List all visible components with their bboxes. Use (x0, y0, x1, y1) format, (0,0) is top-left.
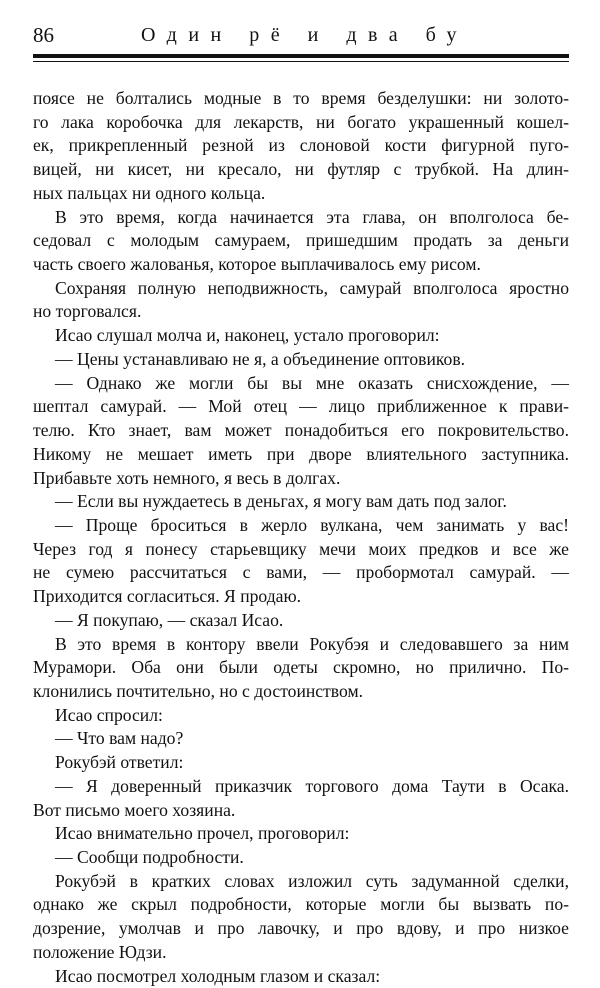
text-line: вицей, ни кисет, ни кресало, ни футляр с трубкой. На длин- (33, 159, 569, 180)
header-rule-thick (33, 54, 569, 58)
text-line: однако же скрыл подробности, которые могли бы вызвать по- (33, 894, 569, 915)
text-line: го лака коробочка для лекарств, ни богато украшенный кошел- (33, 111, 569, 132)
text-line: — Я доверенный приказчик торгового дома Таути в Осака. (55, 775, 569, 796)
text-line: не сумею рассчитаться с вами, — пробормотал самурай. — (33, 562, 569, 583)
text-line: положение Юдзи. (33, 941, 167, 962)
text-line: Через год я понесу старьевщику мечи моих предков и все же (33, 538, 569, 559)
text-line: клонились почтительно, но с достоинством. (33, 680, 363, 701)
text-line: — Что вам надо? (55, 728, 184, 749)
text-line: Рокубэй в кратких словах изложил суть задуманной сделки, (55, 870, 569, 891)
text-line: Исао спросил: (55, 704, 163, 725)
text-line: Прибавьте хоть немного, я весь в долгах. (33, 467, 341, 488)
text-line: шептал самурай. — Мой отец — лицо приближенное к прави- (33, 396, 569, 417)
text-line: — Я покупаю, — сказал Исао. (55, 609, 284, 630)
text-line: ек, прикрепленный резной из слоновой кости фигурной пуго- (33, 135, 569, 156)
text-line: Исао внимательно прочел, проговорил: (55, 823, 350, 844)
text-line: — Цены устанавливаю не я, а объединение оптовиков. (55, 348, 466, 369)
text-line: Приходится согласиться. Я продаю. (33, 586, 301, 607)
text-line: — Однако же могли бы вы мне оказать снисхождение, — (55, 372, 569, 393)
text-line: — Проще броситься в жерло вулкана, чем занимать у вас! (55, 514, 569, 535)
text-line: Рокубэй ответил: (55, 752, 184, 773)
text-line: В это время в контору ввели Рокубэя и следовавшего за ним (55, 633, 569, 654)
text-line: Мурамори. Оба они были одеты скромно, но прилично. По- (33, 657, 569, 678)
text-line: седовал с молодым самураем, пришедшим продать за деньги (33, 230, 569, 251)
header-rule-thin (33, 61, 569, 62)
text-line: поясе не болтались модные в то время безделушки: ни золото- (33, 88, 569, 108)
body-text (33, 87, 569, 988)
page-header (33, 22, 569, 48)
text-line: дозрение, умолчав и про лавочку, и про вдову, и про низкое (33, 918, 569, 939)
text-line: Исао посмотрел холодным глазом и сказал: (55, 965, 381, 986)
text-line: телю. Кто знает, вам может понадобиться его покровительство. (33, 420, 569, 441)
text-line: Исао слушал молча и, наконец, устало проговорил: (55, 325, 440, 346)
text-line: но торговался. (33, 301, 142, 322)
text-line: — Сообщи подробности. (55, 847, 244, 867)
text-line: Сохраняя полную неподвижность, самурай вполголоса яростно (55, 277, 569, 298)
page-number: 86 (33, 23, 54, 47)
text-line: ных пальцах ни одного кольца. (33, 182, 266, 203)
text-line: — Если вы нуждаетесь в деньгах, я могу вам дать под залог. (55, 491, 507, 512)
text-line: Вот письмо моего хозяина. (33, 799, 236, 820)
running-title: Один рё и два бу (141, 24, 468, 46)
text-line: часть своего жалованья, которое выплачивалось ему рисом. (33, 254, 481, 275)
text-line: В это время, когда начинается эта глава, он вполголоса бе- (55, 206, 569, 227)
text-line: Никому не мешает иметь при дворе влиятельного заступника. (33, 443, 569, 464)
